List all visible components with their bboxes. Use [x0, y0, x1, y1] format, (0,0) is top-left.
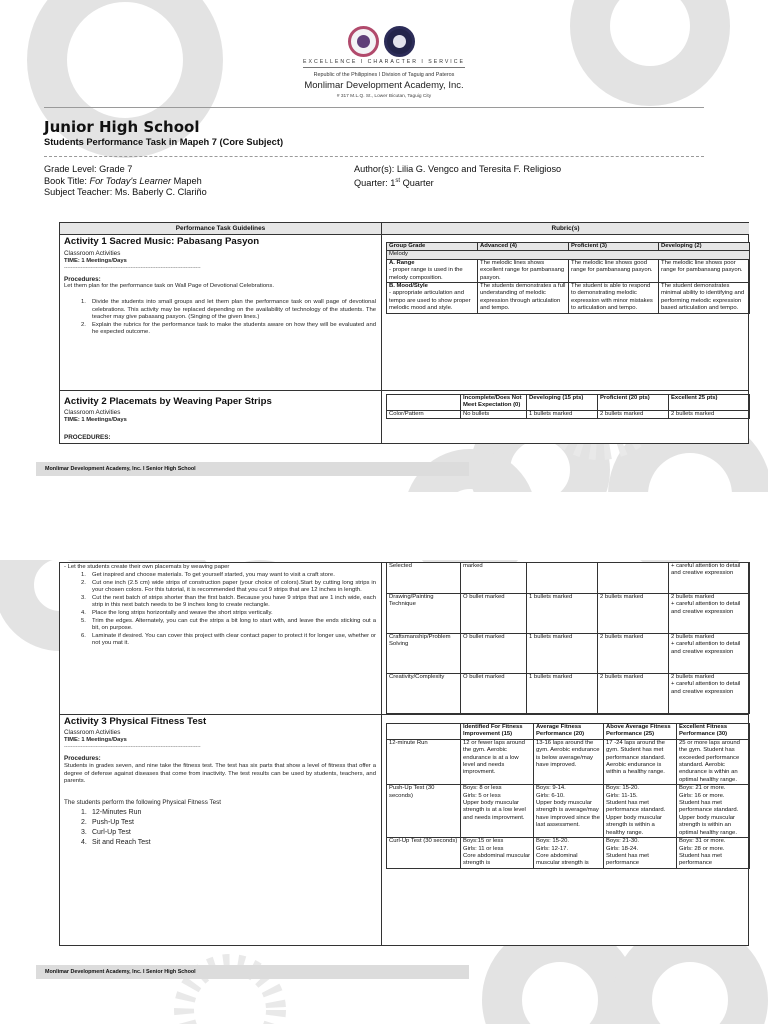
- table-cell: Drawing/Painting Technique: [387, 594, 461, 634]
- list-item: 1. 12-Minutes Run: [81, 809, 142, 816]
- activity2-title: Activity 2 Placemats by Weaving Paper Strips: [64, 396, 272, 407]
- table-cell: 1 bullets marked: [527, 410, 598, 418]
- performance-task-table-page1: [59, 222, 749, 444]
- rubric3-header: Above Average Fitness Performance (25): [604, 724, 677, 740]
- subject-teacher: Subject Teacher: Ms. Baberly C. Clariño: [44, 187, 207, 197]
- fitness-test-list: [78, 808, 278, 848]
- list-item: 4. Place the long strips horizontally and weave the short strips vertically.: [81, 609, 273, 616]
- rubric1-header: Developing (2): [659, 243, 750, 251]
- table-cell: 17 -24 laps around the gym. Student has met performance standard. Aerobic endurance is within a healthy range.: [604, 739, 677, 784]
- rubric3-header: [387, 724, 461, 740]
- table-cell: Curl-Up Test (30 seconds): [387, 838, 461, 869]
- page-gap: [0, 492, 768, 560]
- table-cell: 2 bullets marked: [669, 410, 750, 418]
- motto-divider: [303, 67, 465, 68]
- table-cell: Boys: 21 or more. Girls: 16 or more. Student has met performance standard. Upper body muscular strength is within an optimal healthy range.: [677, 785, 750, 838]
- table-cell: Creativity/Complexity: [387, 674, 461, 714]
- activity1-intro: Let them plan for the performance task on Wall Page of Devotional Celebrations.: [64, 283, 274, 289]
- guidelines-header: Performance Task Guidelines: [60, 223, 381, 235]
- table-cell: Color/Pattern: [387, 410, 461, 418]
- table-cell: 2 bullets marked: [598, 674, 669, 714]
- activity2-procedures-label: PROCEDURES:: [64, 434, 111, 441]
- activity3-paragraph: Students in grades seven, and nine take the fitness test. The test has six parts that show a level of fitness that offer a degree of defense against diseases that come from inactivity. The test results can be used by students, teachers, and parents.: [64, 763, 376, 785]
- rubric2-cont-table: [386, 562, 750, 714]
- activity3-type: Classroom Activities: [64, 729, 121, 736]
- table-cell: Craftsmanship/Problem Solving: [387, 634, 461, 674]
- table-cell: O bullet marked: [461, 634, 527, 674]
- table-row: [387, 563, 750, 594]
- table-cell: Push-Up Test (30 seconds): [387, 785, 461, 838]
- table-cell: The melodic line shows poor range for pambansang pasyon.: [659, 259, 750, 282]
- page-footer: Monlimar Development Academy, Inc. I Senior High School: [36, 965, 469, 979]
- list-item: 2. Explain the rubrics for the performance task to make the students aware on how they will be evaluated and he expected outcome.: [81, 321, 376, 336]
- rubric2-table: [386, 394, 750, 419]
- rubrics-header: Rubric(s): [382, 223, 749, 235]
- rubric1-header: Group Grade: [387, 243, 478, 251]
- quarter: Quarter: 1st Quarter: [354, 177, 434, 188]
- list-item: 3. Curl-Up Test: [81, 829, 131, 836]
- republic-line: Republic of the Philippines I Division of Taguig and Pateros: [313, 72, 455, 78]
- list-item: 2. Cut one inch (2.5 cm) wide strips of construction paper (your choice of colors).Start by cutting long strips in your chosen colors. For this tutorial, it is recommended that you cut 9 strips that are 12 inches in length.: [81, 579, 376, 594]
- list-item: 6. Laminate if desired. You can cover this project with clear contact paper to protect it for longer use, whether or not you mat it.: [81, 632, 376, 647]
- table-cell: 2 bullets marked + careful attention to detail and creative expression: [669, 674, 750, 714]
- table-cell: Boys: 8 or less Girls: 5 or less Upper body muscular strength is at a low level and needs improvment.: [461, 785, 534, 838]
- table-cell: + careful attention to detail and creative expression: [669, 563, 750, 594]
- activity2-type: Classroom Activities: [64, 409, 121, 416]
- school-seal-icon: [348, 26, 379, 57]
- list-item: 3. Cut the next batch of strips shorter than the first batch. Because you have 9 strips that are 1 inch wide, each strip in this next batch needs to be 9 inches long to create rectangle.: [81, 594, 376, 609]
- table-cell: 12 or fewer laps around the gym. Aerobic endurance is at a low level and needs improvment.: [461, 739, 534, 784]
- table-cell: The melodic lines shows excellent range for pambansang pasyon.: [478, 259, 569, 282]
- grade-level: Grade Level: Grade 7: [44, 164, 133, 174]
- table-cell: 12-minute Run: [387, 739, 461, 784]
- table-cell: B. Mood/Style - appropriate articulation and tempo are used to show proper melodic mood and style.: [387, 283, 478, 314]
- activity3-title: Activity 3 Physical Fitness Test: [64, 716, 207, 727]
- table-cell: 2 bullets marked + careful attention to detail and creative expression: [669, 634, 750, 674]
- table-cell: The melodic line shows good range for pambansang pasyon.: [569, 259, 659, 282]
- activity1-title: Activity 1 Sacred Music: Pabasang Pasyon: [64, 236, 260, 247]
- row-divider: [60, 714, 748, 715]
- school-logos: [346, 26, 436, 58]
- rubric2-header: Proficient (20 pts): [598, 395, 669, 411]
- activity3-dashes: ----------------------------------------------------------------------------------: [64, 744, 201, 750]
- table-cell: 2 bullets marked: [598, 594, 669, 634]
- activity1-time: TIME: 1 Meetings/Days: [64, 258, 127, 264]
- table-cell: 1 bullets marked: [527, 634, 598, 674]
- table-cell: O bullet marked: [461, 594, 527, 634]
- activity3-list-intro: The students perform the following Physical Fitness Test: [64, 799, 222, 806]
- table-cell: The students demonstrates a full understanding of melodic expression through articulation and tempo.: [478, 283, 569, 314]
- table-cell: 1 bullets marked: [527, 594, 598, 634]
- list-item: 2. Push-Up Test: [81, 819, 134, 826]
- table-cell: Boys: 15-20. Girls: 12-17. Core abdominal muscular strength is: [534, 838, 604, 869]
- school-name: Monlimar Development Academy, Inc.: [304, 80, 464, 91]
- table-cell: Boys: 9-14. Girls: 6-10. Upper body muscular strength is average/may have improved since the last assessment.: [534, 785, 604, 838]
- table-cell: A. Range - proper range is used in the melody composition.: [387, 259, 478, 282]
- rubric1-header: Advanced (4): [478, 243, 569, 251]
- page-subtitle: Students Performance Task in Mapeh 7 (Core Subject): [44, 137, 284, 147]
- table-row: [387, 739, 750, 784]
- table-cell: 13-16 laps around the gym. Aerobic endurance is below average/may have improved.: [534, 739, 604, 784]
- activity2-cont-intro: - Let the students create their own placemats by weaving paper: [64, 564, 230, 570]
- table-cell: [598, 563, 669, 594]
- table-cell: Boys: 15-20. Girls: 11-15. Student has met performance standard. Upper body muscular strength is within a healthy range.: [604, 785, 677, 838]
- list-item: 1. Get inspired and choose materials. To get yourself started, you may want to visit a craft store.: [81, 572, 335, 578]
- header-divider: [44, 107, 704, 108]
- table-cell: Boys: 21-30. Girls: 18-24. Student has met performance: [604, 838, 677, 869]
- column-divider: [381, 563, 382, 945]
- school-address: # 317 M.L.Q. St., Lower Bicutan, Taguig City: [336, 94, 432, 99]
- page-title: Junior High School: [44, 118, 200, 136]
- activity2-time: TIME: 1 Meetings/Days: [64, 417, 127, 423]
- activity1-procedures-label: Procedures:: [64, 276, 101, 283]
- school-motto: EXCELLENCE I CHARACTER I SERVICE: [303, 59, 465, 65]
- table-cell: 2 bullets marked: [598, 410, 669, 418]
- table-cell: marked: [461, 563, 527, 594]
- activity1-steps: [78, 299, 376, 337]
- table-row: [387, 634, 750, 674]
- table-row: [387, 838, 750, 869]
- table-row: [387, 674, 750, 714]
- table-cell: 25 or more laps around the gym. Student has exceeded performance standard. Aerobic endurance is within an optimal healthy range.: [677, 739, 750, 784]
- authors: Author(s): Lilia G. Vengco and Teresita F. Religioso: [354, 164, 562, 174]
- rubric1-group: Melody: [387, 251, 750, 259]
- list-item: 4. Sit and Reach Test: [81, 839, 151, 846]
- table-cell: No bullets: [461, 410, 527, 418]
- rubric1-header: Proficient (3): [569, 243, 659, 251]
- table-row: [387, 283, 750, 314]
- rubric2-header: Incomplete/Does Not Meet Expectation (0): [461, 395, 527, 411]
- rubric3-header: Identified For Fitness Improvement (15): [461, 724, 534, 740]
- table-cell: 2 bullets marked + careful attention to detail and creative expression: [669, 594, 750, 634]
- row-divider: [60, 390, 748, 391]
- rubric3-table: [386, 723, 750, 869]
- activity3-time: TIME: 1 Meetings/Days: [64, 737, 127, 743]
- table-cell: O bullet marked: [461, 674, 527, 714]
- deped-seal-icon: [384, 26, 415, 57]
- activity3-procedures-label: Procedures:: [64, 755, 101, 762]
- rubric2-header: Developing (15 pts): [527, 395, 598, 411]
- table-row: [387, 785, 750, 838]
- column-divider: [381, 223, 382, 443]
- table-cell: Boys: 31 or more. Girls: 28 or more. Student has met performance: [677, 838, 750, 869]
- activity2-steps: [78, 572, 376, 648]
- table-cell: Boys:15 or less Girls: 11 or less Core abdominal muscular strength is: [461, 838, 534, 869]
- table-cell: The student demonstrates minimal ability to identifying and performing melodic expression based articulation and tempo.: [659, 283, 750, 314]
- meta-left: [44, 164, 207, 199]
- table-cell: 1 bullets marked: [527, 674, 598, 714]
- list-item: 5. Trim the edges. Alternately, you can cut the strips a bit long to start with, and leave the ends sticking out a bit, on purpose.: [81, 617, 376, 632]
- meta-right: [354, 164, 561, 189]
- table-row: [387, 410, 750, 418]
- book-title: Book Title: For Today's Learner Mapeh: [44, 175, 202, 186]
- table-cell: Selected: [387, 563, 461, 594]
- page-footer: Monlimar Development Academy, Inc. I Senior High School: [36, 462, 469, 476]
- table-cell: 2 bullets marked: [598, 634, 669, 674]
- table-row: [387, 594, 750, 634]
- rubric1-table: [386, 242, 750, 314]
- list-item: 1. Divide the students into small groups and let them plan the performance task on wall page of devotional celebrations. This activity may be replaced depending on the availability of technology of the students. The teacher may give pabasang pasyon. (Singing of the given lines.): [81, 299, 376, 321]
- rubric2-header: [387, 395, 461, 411]
- subtitle-divider: [44, 156, 704, 157]
- rubric2-header: Excellent 25 pts): [669, 395, 750, 411]
- table-cell: [527, 563, 598, 594]
- activity1-dashes: ----------------------------------------------------------------------------------: [64, 265, 201, 271]
- rubric3-header: Average Fitness Performance (20): [534, 724, 604, 740]
- activity1-type: Classroom Activities: [64, 250, 121, 257]
- table-row: [387, 259, 750, 282]
- rubric3-header: Excellent Fitness Performance (30): [677, 724, 750, 740]
- table-cell: The student is able to respond to demonstrating melodic expression with minor mistakes to articulation and tempo.: [569, 283, 659, 314]
- performance-task-table-page2: [59, 562, 749, 946]
